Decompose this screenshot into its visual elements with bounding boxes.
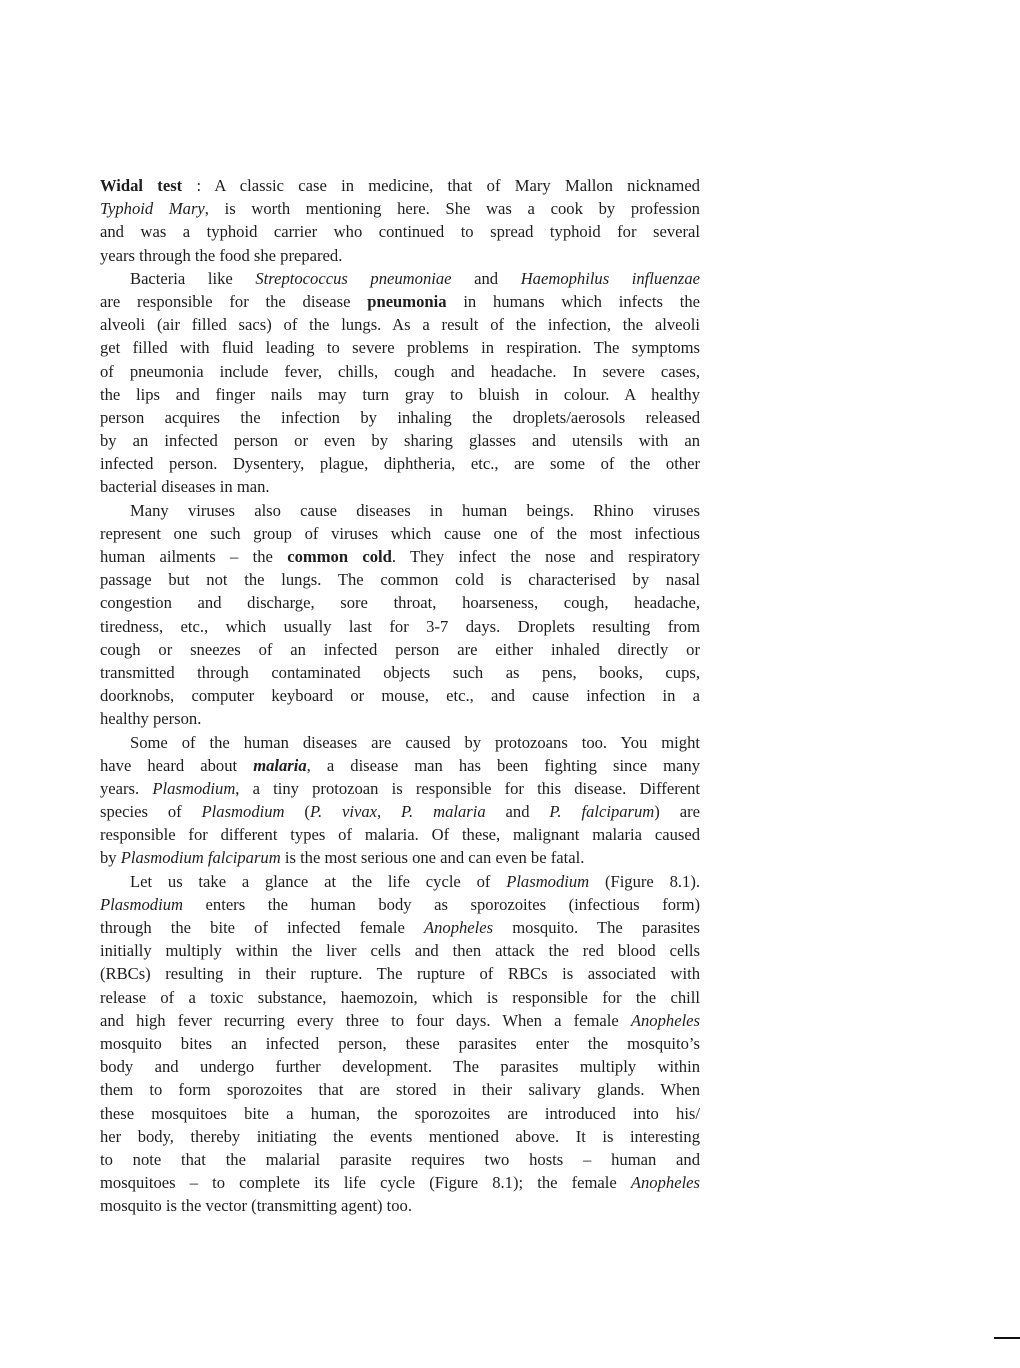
text-run: transmitted through contaminated objects such as pens, books, cups, (100, 662, 700, 682)
text-run: bacterial diseases in man. (100, 477, 270, 497)
text-line (100, 1009, 700, 1032)
text-run: , is worth mentioning here. She was a cook by profession (204, 199, 700, 219)
text-run: tiredness, etc., which usually last for 3-7 days. Droplets resulting from (100, 616, 700, 636)
text-run: mosquitoes – to complete its life cycle (Figure 8.1); the female (100, 1173, 631, 1193)
text-run: passage but not the lungs. The common cold is characterised by nasal (100, 570, 700, 590)
text-run: by (100, 848, 121, 868)
text-run: years through the food she prepared. (100, 245, 343, 265)
text-line (100, 939, 700, 962)
italic-term: Haemophilus influenzae (520, 268, 700, 288)
text-line (100, 1078, 700, 1101)
text-run: have heard about (100, 755, 254, 775)
text-run: of pneumonia include fever, chills, cough and headache. In severe cases, (100, 361, 700, 381)
text-line (100, 197, 700, 220)
text-line (100, 545, 700, 568)
text-line (100, 893, 700, 916)
key-term: Widal test (100, 176, 183, 195)
text-line (100, 174, 700, 197)
text-run: person acquires the infection by inhaling the droplets/aerosols released (100, 407, 700, 427)
text-line (100, 1148, 700, 1171)
text-run: doorknobs, computer keyboard or mouse, etc., and cause infection in a (100, 686, 700, 706)
text-line (100, 475, 700, 498)
text-run: responsible for different types of malaria. Of these, malignant malaria caused (100, 825, 700, 845)
text-run: years. (100, 778, 153, 798)
text-line (100, 429, 700, 452)
text-run: ) are (654, 802, 700, 822)
text-line (100, 986, 700, 1009)
text-run: enters the human body as sporozoites (infectious form) (182, 894, 700, 914)
italic-term: Plasmodium (201, 802, 285, 822)
text-line (100, 267, 700, 290)
text-run: them to form sporozoites that are stored in their salivary glands. When (100, 1080, 700, 1100)
text-run: alveoli (air filled sacs) of the lungs. As a result of the infection, the alveoli (100, 315, 700, 335)
text-line (100, 383, 700, 406)
text-run: . They infect the nose and respiratory (391, 547, 700, 566)
text-line (100, 1171, 700, 1194)
text-line (100, 684, 700, 707)
italic-term: P. vivax, P. malaria (309, 802, 486, 822)
text-line (100, 499, 700, 522)
text-line (100, 846, 700, 869)
key-term: malaria (253, 755, 307, 775)
paragraph (100, 267, 700, 499)
page-corner-rule (994, 1337, 1020, 1339)
text-run: Bacteria like (130, 268, 256, 288)
text-run: and (451, 268, 521, 288)
italic-term: P. falciparum (549, 802, 655, 822)
text-run: , a disease man has been fighting since many (306, 755, 700, 775)
text-run: : A classic case in medicine, that of Mary Mallon nicknamed (182, 176, 700, 195)
text-run: mosquito. The parasites (493, 918, 700, 937)
text-run: mosquito bites an infected person, these parasites enter the mosquito’s (100, 1033, 700, 1053)
text-line (100, 661, 700, 684)
key-term: common cold (287, 547, 392, 566)
text-run: are responsible for the disease (100, 291, 368, 311)
text-run: represent one such group of viruses which cause one of the most infectious (100, 523, 700, 543)
italic-term: Plasmodium (506, 871, 590, 891)
italic-term: Plasmodium (100, 894, 183, 914)
text-run: mosquito is the vector (transmitting agent) too. (100, 1196, 412, 1216)
text-line (100, 731, 700, 754)
text-run: (RBCs) resulting in their rupture. The rupture of RBCs is associated with (100, 964, 700, 984)
text-run: and high fever recurring every three to four days. When a female (100, 1010, 631, 1030)
italic-term: Plasmodium (152, 778, 236, 798)
text-run: to note that the malarial parasite requires two hosts – human and (100, 1149, 700, 1169)
text-line (100, 1055, 700, 1078)
italic-term: Streptococcus pneumoniae (255, 268, 452, 288)
text-run: ( (284, 802, 310, 822)
body-text (100, 174, 700, 1217)
text-line (100, 615, 700, 638)
text-line (100, 638, 700, 661)
text-line (100, 360, 700, 383)
text-run: release of a toxic substance, haemozoin, which is responsible for the chill (100, 987, 700, 1007)
text-run: and (485, 802, 550, 822)
italic-term: Anopheles (630, 1010, 700, 1030)
text-run: healthy person. (100, 709, 202, 729)
text-run: through the bite of infected female (100, 918, 424, 937)
key-term: pneumonia (367, 291, 447, 311)
text-line (100, 313, 700, 336)
paragraph (100, 499, 700, 731)
text-run: human ailments – the (100, 547, 288, 566)
italic-term: Anopheles (423, 918, 494, 937)
text-line (100, 336, 700, 359)
text-line (100, 1032, 700, 1055)
text-run: Let us take a glance at the life cycle of (130, 871, 507, 891)
paragraph (100, 731, 700, 870)
text-line (100, 591, 700, 614)
text-run: body and undergo further development. The parasites multiply within (100, 1057, 700, 1077)
text-line (100, 452, 700, 475)
text-line (100, 777, 700, 800)
italic-term: Typhoid Mary (100, 199, 205, 219)
text-run: , a tiny protozoan is responsible for this disease. Different (235, 778, 700, 798)
text-run: species of (100, 802, 202, 822)
italic-term: Plasmodium falciparum (120, 848, 281, 868)
text-run: initially multiply within the liver cells and then attack the red blood cells (100, 941, 700, 961)
text-line (100, 800, 700, 823)
text-run: her body, thereby initiating the events mentioned above. It is interesting (100, 1126, 700, 1146)
paragraph (100, 870, 700, 1218)
text-line (100, 962, 700, 985)
text-line (100, 290, 700, 313)
text-line (100, 1125, 700, 1148)
text-run: get filled with fluid leading to severe problems in respiration. The symptoms (100, 338, 700, 358)
text-run: (Figure 8.1). (589, 871, 700, 891)
text-run: is the most serious one and can even be fatal. (280, 848, 585, 868)
text-line (100, 707, 700, 730)
text-run: and was a typhoid carrier who continued to spread typhoid for several (100, 222, 700, 242)
text-line (100, 220, 700, 243)
paragraph (100, 174, 700, 267)
text-line (100, 823, 700, 846)
text-run: cough or sneezes of an infected person are either inhaled directly or (100, 639, 700, 659)
text-line (100, 244, 700, 267)
text-run: infected person. Dysentery, plague, diphtheria, etc., are some of the other (100, 454, 700, 474)
text-line (100, 754, 700, 777)
text-line (100, 1194, 700, 1217)
text-run: Many viruses also cause diseases in human beings. Rhino viruses (130, 500, 700, 520)
text-run: in humans which infects the (446, 291, 700, 311)
text-line (100, 568, 700, 591)
text-line (100, 522, 700, 545)
text-run: by an infected person or even by sharing glasses and utensils with an (100, 431, 700, 451)
text-line (100, 406, 700, 429)
text-run: congestion and discharge, sore throat, hoarseness, cough, headache, (100, 593, 700, 613)
text-run: Some of the human diseases are caused by protozoans too. You might (130, 732, 700, 752)
text-line (100, 1102, 700, 1125)
italic-term: Anopheles (630, 1173, 700, 1193)
text-line (100, 916, 700, 939)
text-run: these mosquitoes bite a human, the sporozoites are introduced into his/ (100, 1103, 700, 1123)
text-line (100, 870, 700, 893)
text-run: the lips and finger nails may turn gray to bluish in colour. A healthy (100, 384, 700, 404)
